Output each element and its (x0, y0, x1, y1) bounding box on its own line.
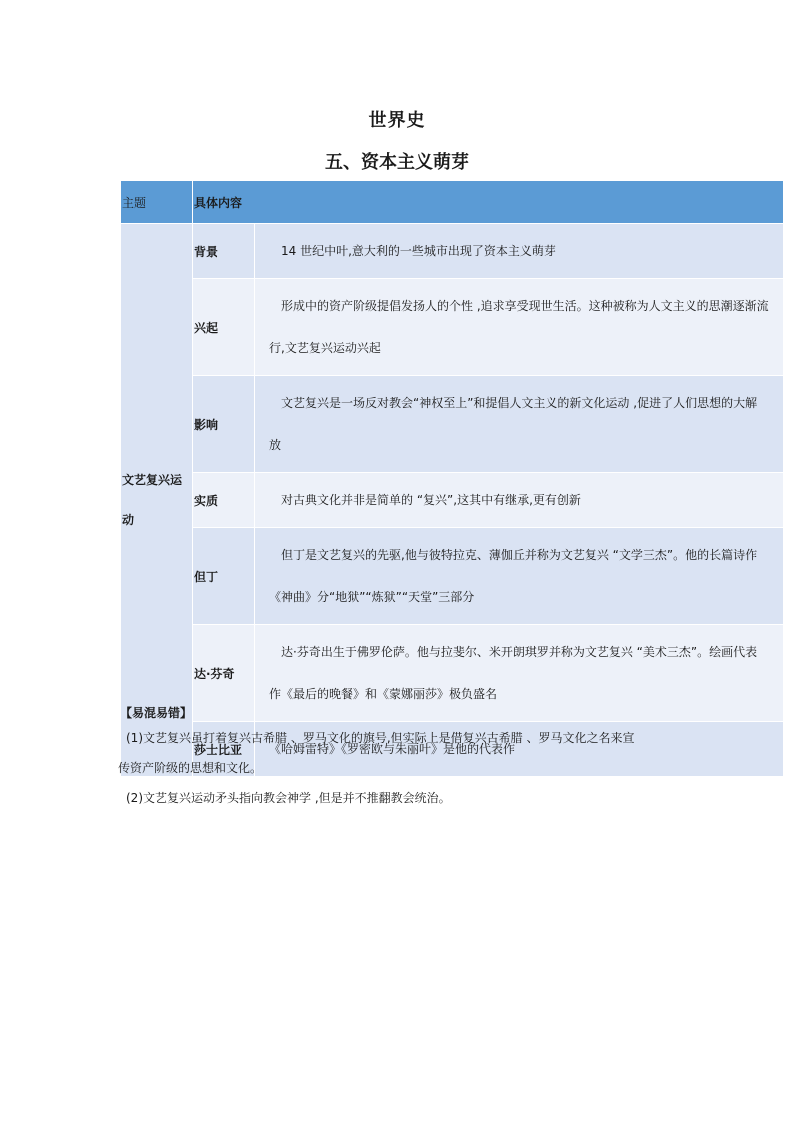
table-header-row (121, 181, 784, 224)
row-label: 背景 (193, 224, 255, 279)
row-label: 实质 (193, 473, 255, 528)
row-description: 达·芬奇出生于佛罗伦萨。他与拉斐尔、米开朗琪罗并称为文艺复兴 “美术三杰”。绘画代表作《最后的晚餐》和《蒙娜丽莎》极负盛名 (255, 625, 784, 722)
table-row (121, 376, 784, 473)
row-description: 《哈姆雷特》《罗密欧与朱丽叶》是他的代表作 (255, 722, 784, 777)
note-item-1-continued: 传资产阶级的思想和文化。 (118, 761, 263, 775)
header-topic: 主题 (121, 181, 193, 224)
row-label: 影响 (193, 376, 255, 473)
row-description: 但丁是文艺复兴的先驱,他与彼特拉克、薄伽丘并称为文艺复兴 “文学三杰”。他的长篇诗作《神曲》分“地狱”“炼狱”“天堂”三部分 (255, 528, 784, 625)
notes-section (120, 703, 720, 813)
header-content: 具体内容 (193, 181, 784, 224)
row-label: 达·芬奇 (193, 625, 255, 722)
table-row (121, 528, 784, 625)
row-description: 14 世纪中叶,意大利的一些城市出现了资本主义萌芽 (255, 224, 784, 279)
content-table (120, 180, 784, 777)
topic-cell: 文艺复兴运动 (121, 224, 193, 777)
row-description: 对古典文化并非是简单的 “复兴”,这其中有继承,更有创新 (255, 473, 784, 528)
row-label: 兴起 (193, 279, 255, 376)
row-label: 莎士比亚 (193, 722, 255, 777)
table-row (121, 224, 784, 279)
note-item-2: (2)文艺复兴运动矛头指向教会神学 ,但是并不推翻教会统治。 (126, 791, 451, 805)
table-row (121, 473, 784, 528)
notes-heading: 【易混易错】 (120, 706, 193, 720)
page-title: 世界史 (368, 110, 426, 131)
note-item-1: (1)文艺复兴虽打着复兴古希腊 、罗马文化的旗号,但实际上是借复兴古希腊 、罗马文化之名来宣 (126, 731, 635, 745)
row-description: 文艺复兴是一场反对教会“神权至上”和提倡人文主义的新文化运动 ,促进了人们思想的大解放 (255, 376, 784, 473)
row-label: 但丁 (193, 528, 255, 625)
row-description: 形成中的资产阶级提倡发扬人的个性 ,追求享受现世生活。这种被称为人文主义的思潮逐渐流行,文艺复兴运动兴起 (255, 279, 784, 376)
table-row (121, 279, 784, 376)
section-title: 五、资本主义萌芽 (325, 152, 469, 173)
